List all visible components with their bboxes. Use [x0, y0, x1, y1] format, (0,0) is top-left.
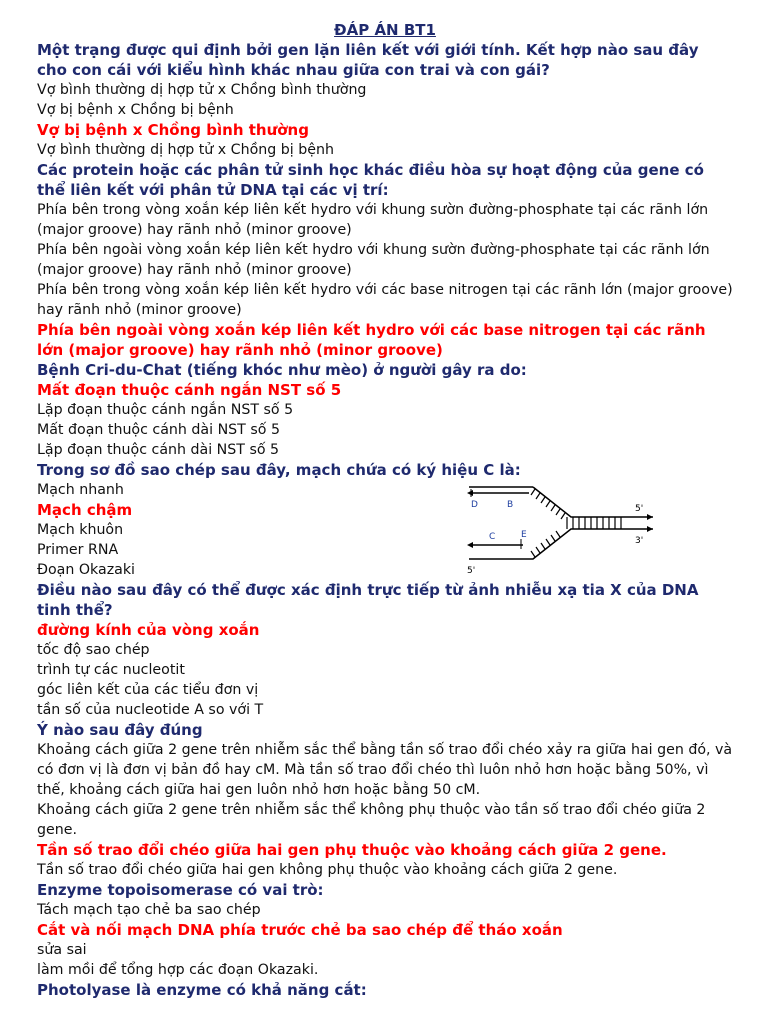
question-text: Bệnh Cri-du-Chat (tiếng khóc như mèo) ở người gây ra do:	[37, 361, 527, 379]
label-d: D	[471, 500, 478, 510]
bottom-parent-strand	[469, 529, 653, 559]
answer-option: Phía bên ngoài vòng xoắn kép liên kết hydro với khung sườn đường-phosphate tại các rãnh lớn (major groove) hay rãnh nhỏ (minor groove)	[37, 242, 710, 278]
correct-answer: Vợ bị bệnh x Chồng bình thường	[37, 121, 309, 139]
answer-option: Vợ bình thường dị hợp tử x Chồng bình thường	[37, 82, 367, 98]
answer-option: Primer RNA	[37, 542, 119, 558]
bottom-arm-rungs	[531, 531, 560, 557]
replication-fork-svg	[463, 469, 653, 575]
answer-option: Vợ bị bệnh x Chồng bị bệnh	[37, 102, 234, 118]
label-5-top: 5'	[635, 504, 644, 514]
replication-fork-diagram	[463, 469, 653, 575]
answer-option: Mất đoạn thuộc cánh dài NST số 5	[37, 422, 280, 438]
answer-option: Mạch khuôn	[37, 522, 124, 538]
label-3-right: 3'	[635, 536, 644, 546]
question-text: Ý nào sau đây đúng	[37, 721, 203, 739]
label-5-bottom: 5'	[467, 566, 476, 575]
correct-answer: Cắt và nối mạch DNA phía trước chẻ ba sao chép để tháo xoắn	[37, 921, 563, 939]
label-b: B	[507, 500, 514, 510]
answer-option: sửa sai	[37, 942, 87, 958]
answer-option: tần số của nucleotide A so với T	[37, 702, 264, 718]
answer-option: tốc độ sao chép	[37, 642, 150, 658]
answer-option: Vợ bình thường dị hợp tử x Chồng bị bệnh	[37, 142, 334, 158]
question-text: Trong sơ đồ sao chép sau đây, mạch chứa có ký hiệu C là:	[37, 461, 521, 479]
answer-option: trình tự các nucleotit	[37, 662, 185, 678]
label-e: E	[521, 530, 527, 540]
correct-answer: đường kính của vòng xoắn	[37, 621, 260, 639]
duplex-rungs	[567, 517, 621, 529]
answer-option: Đoạn Okazaki	[37, 562, 135, 578]
question-text: Enzyme topoisomerase có vai trò:	[37, 881, 324, 899]
top-arm-rungs	[531, 489, 565, 519]
answer-option: góc liên kết của các tiểu đơn vị	[37, 682, 259, 698]
answer-option: Lặp đoạn thuộc cánh dài NST số 5	[37, 442, 280, 458]
answer-option: làm mồi để tổng hợp các đoạn Okazaki.	[37, 962, 319, 978]
answer-option: Tần số trao đổi chéo giữa hai gen không phụ thuộc vào khoảng cách giữa 2 gene.	[37, 862, 618, 878]
question-text: Một trạng được qui định bởi gen lặn liên kết với giới tính. Kết hợp nào sau đây cho con cái với kiểu hình khác nhau giữa con trai và con gái?	[37, 41, 699, 79]
answer-option: Khoảng cách giữa 2 gene trên nhiễm sắc thể không phụ thuộc vào tần số trao đổi chéo giữa 2 gene.	[37, 802, 706, 838]
label-c: C	[489, 532, 496, 542]
answer-option: Lặp đoạn thuộc cánh ngắn NST số 5	[37, 402, 294, 418]
top-arrow-left	[467, 490, 473, 496]
question-text: Điều nào sau đây có thể được xác định trực tiếp từ ảnh nhiễu xạ tia X của DNA tinh thể?	[37, 581, 699, 619]
correct-answer: Mạch chậm	[37, 501, 133, 519]
answer-option: Mạch nhanh	[37, 482, 124, 498]
answer-option: Phía bên trong vòng xoắn kép liên kết hydro với các base nitrogen tại các rãnh lớn (major groove) hay rãnh nhỏ (minor groove)	[37, 282, 733, 318]
correct-answer: Tần số trao đổi chéo giữa hai gen phụ thuộc vào khoảng cách giữa 2 gene.	[37, 841, 667, 859]
answer-option: Khoảng cách giữa 2 gene trên nhiễm sắc thể bằng tần số trao đổi chéo xảy ra giữa hai gen đó, và có đơn vị là đơn vị bản đồ hay cM. Mà tần số trao đổi chéo thì luôn nhỏ hơn hoặc bằng 50%, vì thế, khoảng cách giữa hai gen luôn nhỏ hơn hoặc bằng 50 cM.	[37, 742, 733, 798]
answer-option: Phía bên trong vòng xoắn kép liên kết hydro với khung sườn đường-phosphate tại các rãnh lớn (major groove) hay rãnh nhỏ (minor groove)	[37, 202, 709, 238]
right-arrow-top	[647, 514, 653, 520]
bottom-arrow-left	[467, 542, 473, 548]
correct-answer: Mất đoạn thuộc cánh ngắn NST số 5	[37, 381, 342, 399]
correct-answer: Phía bên ngoài vòng xoắn kép liên kết hydro với các base nitrogen tại các rãnh lớn (major groove) hay rãnh nhỏ (minor groove)	[37, 321, 706, 359]
question-text: Photolyase là enzyme có khả năng cắt:	[37, 981, 367, 999]
answer-option: Tách mạch tạo chẻ ba sao chép	[37, 902, 261, 918]
question-text: Các protein hoặc các phân tử sinh học khác điều hòa sự hoạt động của gene có thể liên kết với phân tử DNA tại các vị trí:	[37, 161, 704, 199]
right-arrow-bottom	[647, 526, 653, 532]
page-title: ĐÁP ÁN BT1	[334, 21, 436, 39]
